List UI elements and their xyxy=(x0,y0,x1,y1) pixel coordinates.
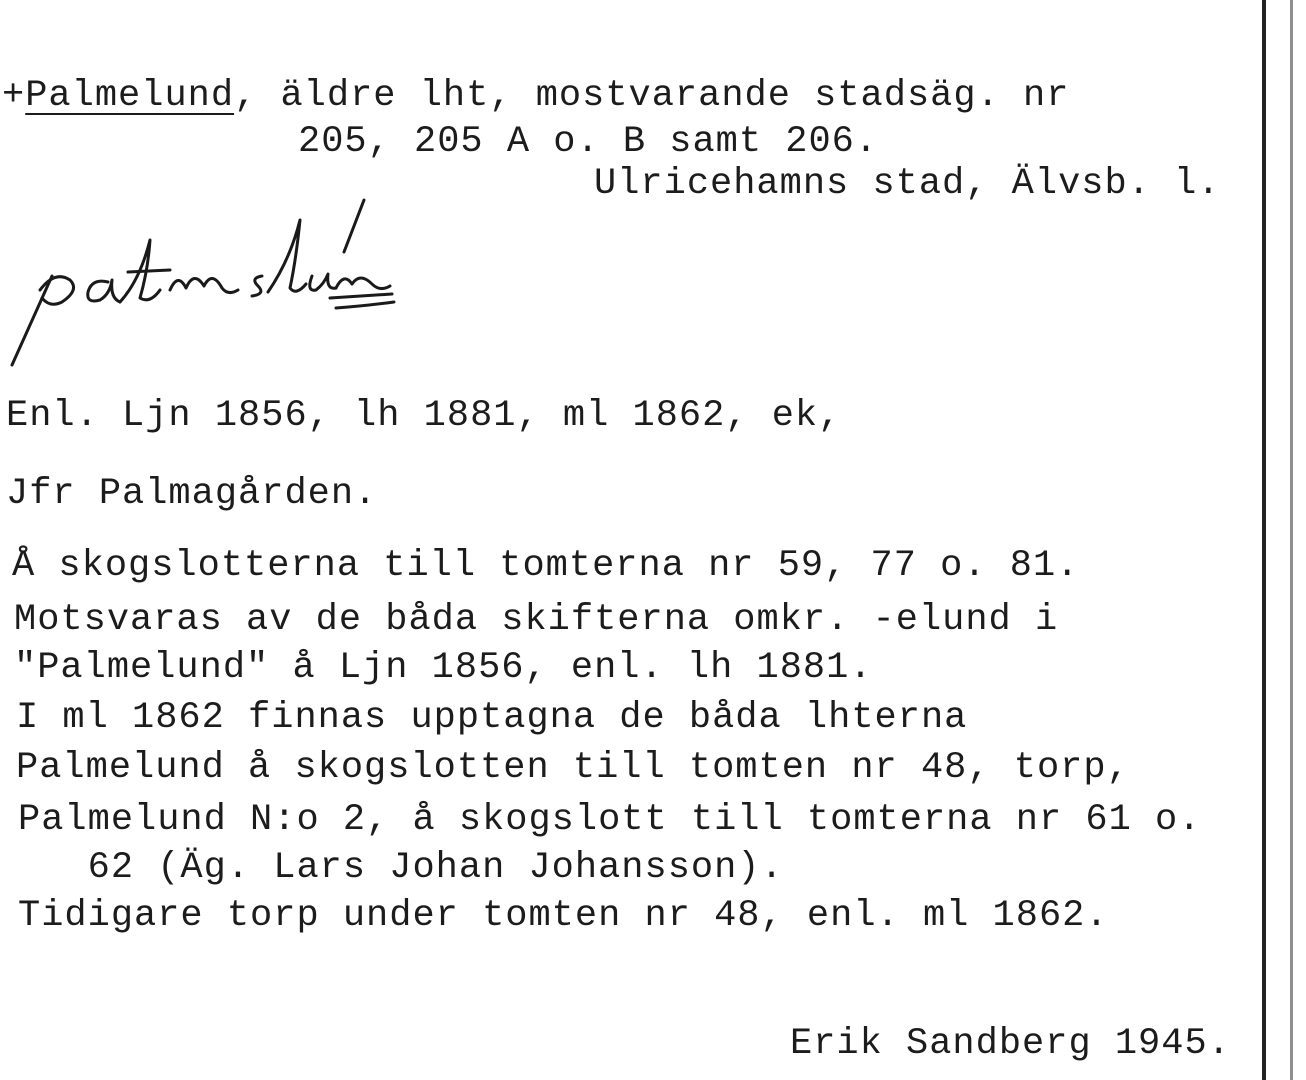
card-edge-shadow xyxy=(1290,0,1293,1080)
body-line-6: I ml 1862 finnas upptagna de båda lhterna xyxy=(16,697,968,739)
place-name: Palmelund xyxy=(25,75,235,117)
header-line-3: Ulricehamns stad, Älvsb. l. xyxy=(594,163,1221,205)
body-line-2: Jfr Palmagården. xyxy=(6,473,378,515)
header-line-1 xyxy=(2,75,1070,117)
body-line-1: Enl. Ljn 1856, lh 1881, ml 1862, ek, xyxy=(6,395,842,437)
body-line-3: Å skogslotterna till tomterna nr 59, 77 o. 81. xyxy=(12,545,1080,587)
body-line-4: Motsvaras av de båda skifterna omkr. -elund i xyxy=(14,599,1059,641)
body-line-5: "Palmelund" å Ljn 1856, enl. lh 1881. xyxy=(14,647,873,689)
body-line-8: Palmelund N:o 2, å skogslott till tomterna nr 61 o. xyxy=(18,799,1202,841)
body-line-10: Tidigare torp under tomten nr 48, enl. ml 1862. xyxy=(18,895,1109,937)
card-edge-line xyxy=(1262,0,1266,1080)
header-line-2: 205, 205 A o. B samt 206. xyxy=(298,121,879,163)
signature: Erik Sandberg 1945. xyxy=(790,1023,1231,1065)
cross-marker: + xyxy=(2,75,26,117)
body-line-9: 62 (Äg. Lars Johan Johansson). xyxy=(18,847,784,889)
body-line-7: Palmelund å skogslotten till tomten nr 48, torp, xyxy=(16,747,1130,789)
header-description: , äldre lht, mostvarande stadsäg. nr xyxy=(234,75,1070,117)
handwritten-pronunciation xyxy=(0,180,600,380)
